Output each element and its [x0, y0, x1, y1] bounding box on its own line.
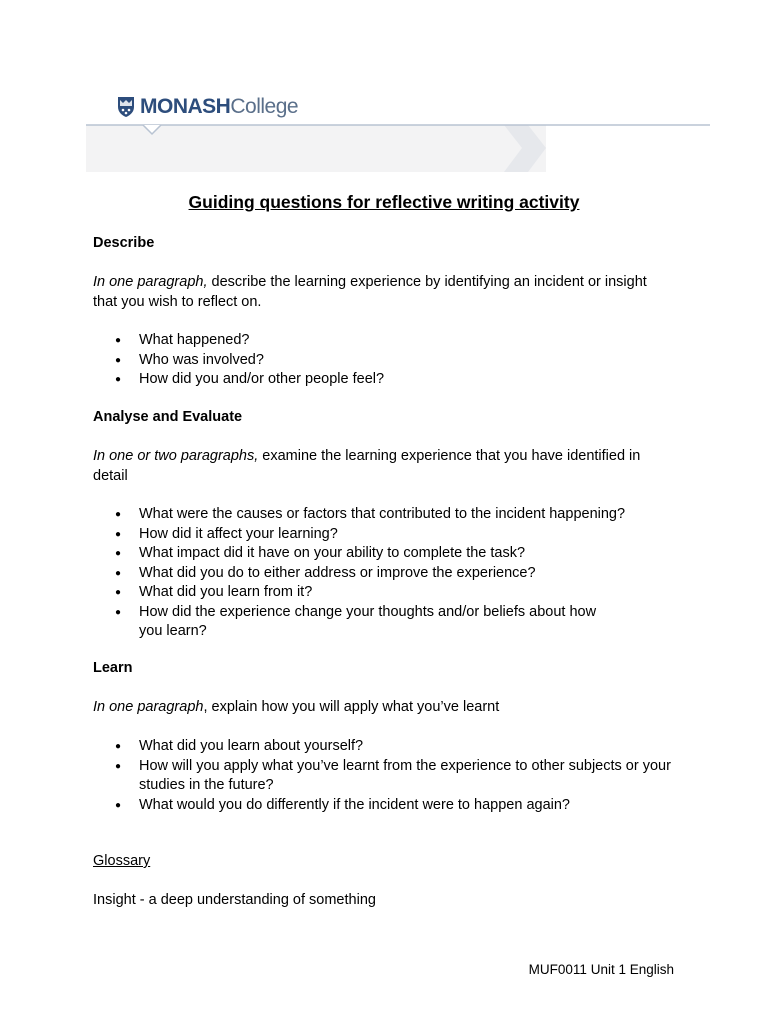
intro-italic: In one paragraph	[93, 699, 204, 715]
list-item: ● Who was involved?	[93, 351, 683, 371]
section-heading-analyse: Analyse and Evaluate	[93, 409, 243, 425]
header-banner	[86, 124, 710, 172]
shield-icon	[117, 96, 135, 118]
monash-college-logo	[117, 95, 298, 119]
list-item: ● How did the experience change your thoughts and/or beliefs about how you learn?	[93, 603, 683, 642]
list-item: ● What impact did it have on your ability to complete the task?	[93, 544, 683, 564]
intro-text: describe the learning experience by identifying an incident or insight that you wish to reflect on.	[93, 274, 647, 310]
page-title: Guiding questions for reflective writing activity	[188, 192, 580, 212]
intro-italic: In one paragraph,	[93, 274, 208, 290]
logo-college-text: College	[230, 95, 299, 118]
list-item: ● What did you do to either address or improve the experience?	[93, 564, 683, 584]
glossary-heading: Glossary	[93, 853, 151, 869]
list-item: ● How did you and/or other people feel?	[93, 370, 683, 390]
list-item: ● How did it affect your learning?	[93, 525, 683, 545]
intro-text: examine the learning experience that you have identified in detail	[93, 448, 641, 484]
list-item: ● What did you learn from it?	[93, 583, 683, 603]
list-item: ● What did you learn about yourself?	[93, 737, 683, 757]
section-heading-describe: Describe	[93, 235, 155, 251]
list-item: ● What would you do differently if the incident were to happen again?	[93, 796, 683, 816]
section-heading-learn: Learn	[93, 660, 133, 676]
glossary-entry: Insight - a deep understanding of something	[93, 892, 376, 908]
intro-italic: In one or two paragraphs,	[93, 448, 259, 464]
bullet-list-learn	[93, 737, 683, 815]
footer-text: MUF0011 Unit 1 English	[528, 962, 674, 977]
list-item: ● What happened?	[93, 331, 683, 351]
section-intro-learn	[93, 698, 668, 718]
list-item: ● How will you apply what you’ve learnt from the experience to other subjects or your studies in the future?	[93, 757, 683, 796]
bullet-list-describe	[93, 331, 683, 390]
intro-text: , explain how you will apply what you’ve learnt	[203, 699, 500, 715]
section-intro-analyse	[93, 447, 668, 486]
section-intro-describe	[93, 273, 668, 312]
list-item: ● What were the causes or factors that contributed to the incident happening?	[93, 505, 683, 525]
bullet-list-analyse	[93, 505, 683, 642]
logo-monash-text: MONASH	[140, 95, 231, 118]
